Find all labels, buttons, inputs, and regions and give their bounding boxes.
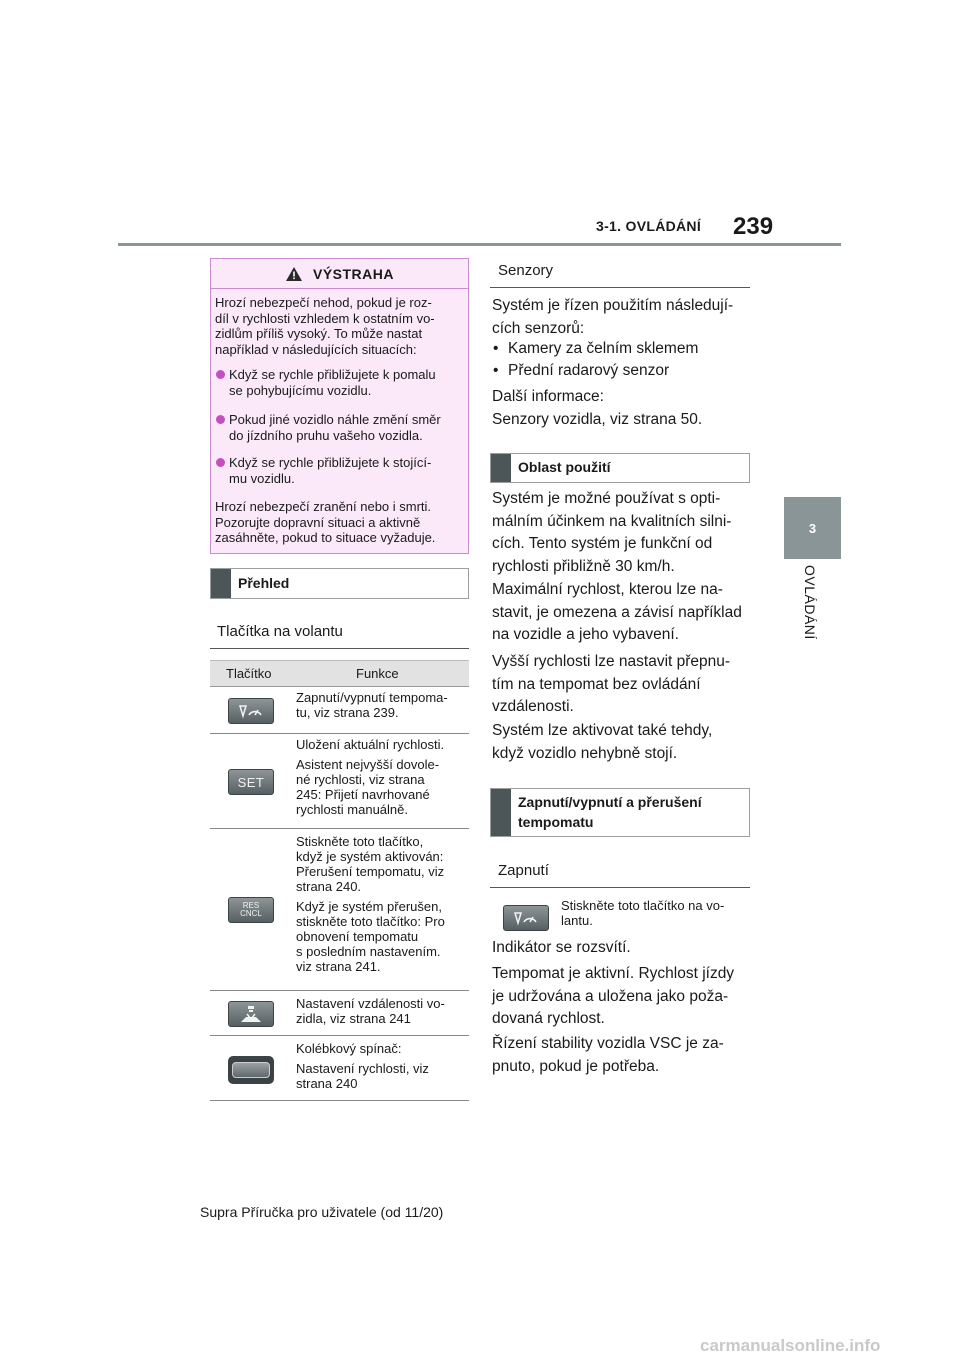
text-line: Asistent nejvyšší dovole-: [296, 757, 440, 772]
heading-overview: [210, 568, 469, 599]
row-divider: [210, 1100, 469, 1101]
sensor-item: • Kamery za čelním sklemem: [492, 338, 698, 360]
warning-bullet: [215, 412, 467, 443]
row-divider: [210, 1035, 469, 1036]
set-button: [228, 769, 274, 795]
heading-on-off: [490, 788, 750, 837]
text-line: Když je systém přerušen,: [296, 899, 442, 914]
heading-text: Oblast použití: [518, 459, 611, 475]
res-cncl-button: [228, 897, 274, 923]
button-label: CNCL: [240, 909, 262, 918]
text-line: lantu.: [561, 913, 593, 928]
row-divider: [210, 733, 469, 734]
table-row: [296, 996, 468, 1026]
rocker-switch-body: [232, 1062, 270, 1078]
text-line: Senzory vozidla, viz strana 50.: [492, 410, 703, 428]
table-row: [296, 1041, 468, 1091]
header-rule: [118, 243, 841, 246]
text-line: Stiskněte toto tlačítko,: [296, 834, 424, 849]
warning-header: [211, 259, 468, 288]
row-divider: [210, 990, 469, 991]
heading-text: Přehled: [238, 575, 290, 591]
text-line: na vozidle a jeho vybavení.: [492, 626, 679, 643]
table-row: [296, 834, 468, 974]
rocker-switch-icon: [228, 1056, 274, 1084]
usage-paragraph: [492, 488, 731, 578]
text-line: zidla, viz strana 241: [296, 1011, 411, 1026]
text-line: Uložení aktuální rychlosti.: [296, 737, 445, 752]
text-line: rychlosti manuálně.: [296, 802, 408, 817]
text-line: do jízdního pruhu vašeho vozidla.: [229, 427, 423, 443]
text-line: Další informace:: [492, 388, 604, 405]
bullet-dot-icon: [216, 370, 225, 379]
text-line: pnuto, pokud je potřeba.: [492, 1057, 660, 1075]
button-label: SET: [237, 774, 265, 790]
table-row: [296, 737, 468, 817]
text-line: Hrozí nebezpečí zranění nebo i smrti.: [215, 499, 432, 514]
text-line: Zapnutí/vypnutí a přerušení: [518, 794, 702, 810]
text-line: když vozidlo nehybně stojí.: [492, 744, 678, 762]
warning-box: [210, 258, 469, 554]
chapter-number: 3: [808, 520, 817, 536]
cruise-control-icon: [228, 698, 274, 724]
text-line: Systém je možné používat s opti-: [492, 490, 721, 507]
text-line: tím na tempomat bez ovládání: [492, 675, 701, 693]
table-header: [210, 660, 469, 687]
section-title: 3-1. OVLÁDÁNÍ: [596, 218, 702, 234]
heading-text: [518, 792, 702, 832]
warning-title: VÝSTRAHA: [312, 265, 394, 282]
text-line: cích senzorů:: [492, 319, 585, 337]
button-label: RES: [242, 901, 260, 910]
text-line: Přerušení tempomatu, viz: [296, 864, 445, 879]
vsc-paragraph: [492, 1033, 724, 1078]
heading-bar: [491, 454, 511, 482]
text-line: Systém je řízen použitím následují-: [492, 297, 734, 314]
indicator-text: Indikátor se rozsvítí.: [492, 939, 631, 956]
footer-text: Supra Příručka pro uživatele (od 11/20): [200, 1204, 444, 1220]
text-line: tempomatu: [518, 814, 594, 830]
text-line: stiskněte toto tlačítko: Pro: [296, 914, 445, 929]
subheading-rule: [490, 887, 750, 888]
text-line: se pohybujícímu vozidlu.: [229, 382, 372, 398]
text-line: né rychlosti, viz strana: [296, 772, 425, 787]
text-line: je udržována a uložena jako poža-: [492, 987, 729, 1005]
text-line: s posledním nastavením.: [296, 944, 441, 959]
chapter-tab: [784, 497, 841, 559]
heading-usage: [490, 453, 750, 483]
text-line: Když se rychle přibližujete k stojící-: [229, 455, 432, 470]
text-line: Když se rychle přibližujete k pomalu: [229, 367, 436, 382]
on-row-text: [561, 898, 749, 928]
text-line: málním účinkem na kvalitních silni-: [492, 512, 732, 530]
cruise-control-icon: [503, 905, 549, 931]
active-paragraph: [492, 963, 734, 1031]
text-line: díl v rychlosti vzhledem k ostatním vo-: [215, 310, 435, 326]
bullet-dot-icon: [216, 415, 225, 424]
text-line: viz strana 241.: [296, 959, 381, 974]
subheading-rule: [210, 648, 469, 649]
usage-paragraph: [492, 720, 712, 765]
text-line: mu vozidlu.: [229, 470, 295, 486]
text-line: když je systém aktivován:: [296, 849, 444, 864]
text-line: strana 240: [296, 1076, 358, 1091]
subheading-rule: [490, 287, 750, 288]
subheading-steering-buttons: Tlačítka na volantu: [217, 623, 343, 640]
chapter-label: OVLÁDÁNÍ: [802, 565, 818, 640]
text-line: Zapnutí/vypnutí tempoma-: [296, 690, 448, 705]
text-line: Pokud jiné vozidlo náhle změní směr: [229, 412, 441, 427]
warning-triangle-icon: [285, 266, 303, 282]
text-line: strana 240.: [296, 879, 362, 894]
page-number: 239: [733, 213, 774, 240]
text-line: tu, viz strana 239.: [296, 705, 399, 720]
text-line: cích. Tento systém je funkční od: [492, 535, 713, 552]
usage-paragraph: [492, 651, 730, 719]
text-line: rychlosti přibližně 30 km/h.: [492, 557, 675, 575]
row-divider: [210, 828, 469, 829]
text-line: Kolébkový spínač:: [296, 1041, 402, 1056]
column-header-button: Tlačítko: [226, 666, 272, 681]
sensor-item: • Přední radarový senzor: [492, 360, 669, 382]
distance-icon: [228, 1001, 274, 1027]
text-line: Pozorujte dopravní situaci a aktivně: [215, 514, 421, 530]
text-line: Nastavení rychlosti, viz: [296, 1061, 429, 1076]
text-line: 245: Přijetí navrhované: [296, 787, 430, 802]
text-line: Stiskněte toto tlačítko na vo-: [561, 898, 725, 913]
text-line: Řízení stability vozidla VSC je za-: [492, 1035, 724, 1052]
warning-bullet: [215, 367, 467, 398]
text-line: dovaná rychlost.: [492, 1010, 605, 1027]
text-line: Hrozí nebezpečí nehod, pokud je roz-: [215, 295, 432, 310]
heading-bar: [491, 789, 511, 836]
text-line: Maximální rychlost, kterou lze na-: [492, 581, 723, 598]
heading-bar: [211, 569, 231, 598]
text-line: stavit, je omezena a závisí například: [492, 603, 742, 621]
subheading-sensors: Senzory: [498, 262, 554, 279]
text-line: Vyšší rychlosti lze nastavit přepnu-: [492, 653, 731, 670]
text-line: Nastavení vzdálenosti vo-: [296, 996, 445, 1011]
text-line: Systém lze aktivovat také tehdy,: [492, 722, 713, 739]
subheading-on: Zapnutí: [498, 862, 549, 879]
more-info: [492, 386, 702, 431]
text-line: zasáhněte, pokud to situace vyžaduje.: [215, 530, 436, 545]
text-line: zidlům příliš vysoký. To může nastat: [215, 326, 423, 341]
watermark: carmanualsonline.info: [700, 1336, 881, 1355]
text-line: vzdálenosti.: [492, 698, 574, 715]
warning-intro: [215, 295, 467, 357]
text-line: například v následujících situacích:: [215, 341, 417, 357]
bullet-dot-icon: [216, 458, 225, 467]
sensors-intro: [492, 295, 733, 340]
text-line: Tempomat je aktivní. Rychlost jízdy: [492, 965, 735, 982]
table-row: [296, 690, 468, 720]
usage-paragraph: [492, 579, 742, 647]
warning-bullet: [215, 455, 467, 486]
text-line: obnovení tempomatu: [296, 929, 419, 944]
warning-outro: [215, 499, 467, 546]
warning-divider: [211, 288, 468, 289]
column-header-function: Funkce: [356, 666, 399, 681]
